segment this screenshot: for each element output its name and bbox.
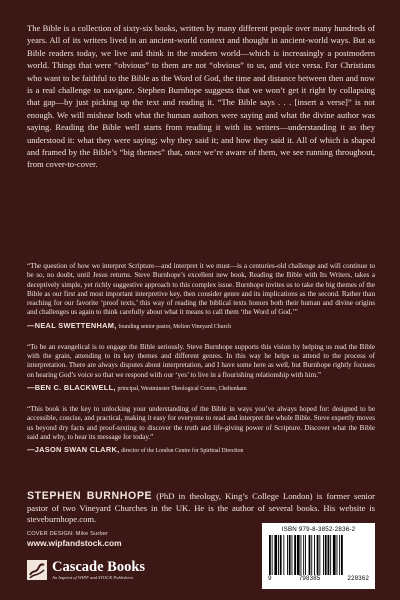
barcode-bars — [268, 535, 369, 575]
publisher-website-link[interactable]: www.wipfandstock.com — [27, 538, 122, 548]
barcode-bar — [272, 535, 273, 575]
endorsement-quote: “To be an evangelical is to engage the Bible seriously. Steve Burnhope supports this vision by helping us read the Bible with the grain, attending to its key themes and different genres. In this way he helps us attend to the process of interpretation. There are always disputes about interpretation, and I have some here as well, but Burnhope rightly focuses on hearing God’s voice so that we respond with our ‘yes’ to live in a flourishing relationship with him.” — [27, 342, 375, 379]
barcode-bar — [319, 535, 320, 575]
endorsement-quote: “This book is the key to unlocking your understanding of the Bible in ways you’ve always hoped for: designed to be accessible, concise, and practical, making it easy for everyone to read and interpret the whole Bible. Steve expertly moves us beyond dry facts and proof-texting to discover the truth and life-giving power of Scripture. Discover what the Bible said and why, to hear its message for today.” — [27, 404, 375, 441]
barcode-bar — [311, 535, 312, 575]
publisher-tagline: An Imprint of WIPF and STOCK Publishers — [52, 575, 134, 580]
endorser-role: founding senior pastor, Melton Vineyard Church — [118, 323, 231, 330]
author-bio-text: (PhD in theology, King’s College London) is former senior pastor of two Vineyard Churches in the UK. He is the author of several books. His website is steveburnhope.com. — [27, 491, 375, 524]
endorser-role: director of the London Centre for Spiritual Direction — [121, 448, 244, 455]
barcode-bar — [317, 535, 319, 575]
cover-design-credit: COVER DESIGN: Mike Surber — [27, 531, 109, 537]
barcode-digit-group: 798385 — [298, 575, 321, 582]
barcode-digit-group: 228362 — [347, 575, 369, 582]
barcode-bar — [314, 535, 315, 575]
endorsement-attribution — [27, 383, 375, 394]
barcode-bar — [337, 535, 338, 575]
barcode-bar — [309, 535, 311, 575]
barcode-bar — [278, 535, 279, 575]
barcode-bar — [333, 535, 336, 575]
author-name: STEPHEN BURNHOPE — [27, 490, 153, 502]
endorser-name: —BEN C. BLACKWELL, — [27, 382, 116, 392]
barcode-bar — [294, 535, 296, 575]
barcode-bar — [274, 535, 277, 575]
publisher-logo — [27, 560, 145, 580]
endorsement-attribution — [27, 321, 375, 332]
endorsement-attribution — [27, 445, 375, 456]
endorser-name: —NEAL SWETTENHAM, — [27, 320, 117, 330]
barcode-bar — [283, 535, 284, 575]
barcode-bar — [323, 535, 324, 575]
endorsement-quote: “The question of how we interpret Scripture—and interpret it we must—is a centuries-old challenge and will continue to be so, no doubt, until Jesus returns. Steve Burnhope’s excellent new book, Reading the Bible with Its Writers, takes a deceptively simple, yet richly suggestive approach to this complex issue. Burnhope invites us to take the big themes of the Bible as our first and most important interpretive key, then consider genre and its implications as the second. Rather than reaching for our favorite ‘proof texts,’ this way of reading the biblical texts honors both their human and divine origins and challenges us again to think carefully about what it means to call them ‘the Word of God.’” — [27, 262, 375, 317]
barcode-bar — [269, 535, 271, 575]
barcode-digits — [267, 575, 370, 582]
barcode-digit-group: 9 — [268, 575, 272, 582]
endorser-role: principal, Westminster Theological Centre, Cheltenham — [117, 385, 247, 392]
barcode-bar — [341, 535, 343, 575]
barcode-bar — [303, 535, 304, 575]
barcode-bar — [325, 535, 327, 575]
barcode-bar — [330, 535, 331, 575]
barcode-bar — [339, 535, 340, 575]
barcode-bar — [287, 535, 288, 575]
barcode-bar — [328, 535, 330, 575]
cascade-logo-icon — [27, 560, 47, 580]
isbn-number: ISBN 979-8-3852-2836-2 — [281, 526, 356, 533]
barcode-bar — [297, 535, 300, 575]
barcode-bar — [305, 535, 306, 575]
barcode-bar — [280, 535, 282, 575]
barcode-bar — [292, 535, 293, 575]
endorser-name: —JASON SWAN CLARK, — [27, 445, 120, 455]
endorsements — [27, 262, 375, 467]
book-description: The Bible is a collection of sixty-six books, written by many different people over many hundreds of years. All of its writers lived in an ancient-world context and thought in ancient-world ways. But as Bible readers today, we live and think in the modern world—which is increasingly a postmodern world. Things that were “obvious” to them are not “obvious” to us, and vice versa. For Christians who want to be faithful to the Bible as the Word of God, the time and distance between then and now is a real challenge to navigate. Stephen Burnhope suggests that we won’t get it right by collapsing that gap—by just picking up the text and reading it. “The Bible says . . . [insert a verse]” is not enough. We will mishear both what the human authors were saying and what the divine author was saying. Reading the Bible well starts from reading it with its writers—understanding it as they understood it: what they were saying; why they said it; and how they said it. All of which is shaped and framed by the Bible’s “big themes” that, once we’re aware of them, we see running throughout, from cover-to-cover. — [27, 23, 375, 170]
author-bio — [27, 491, 375, 526]
isbn-barcode — [262, 523, 375, 589]
barcode-bar — [289, 535, 291, 575]
publisher-name: Cascade Books — [52, 559, 146, 575]
credits — [27, 531, 122, 548]
barcode-bar — [301, 535, 302, 575]
